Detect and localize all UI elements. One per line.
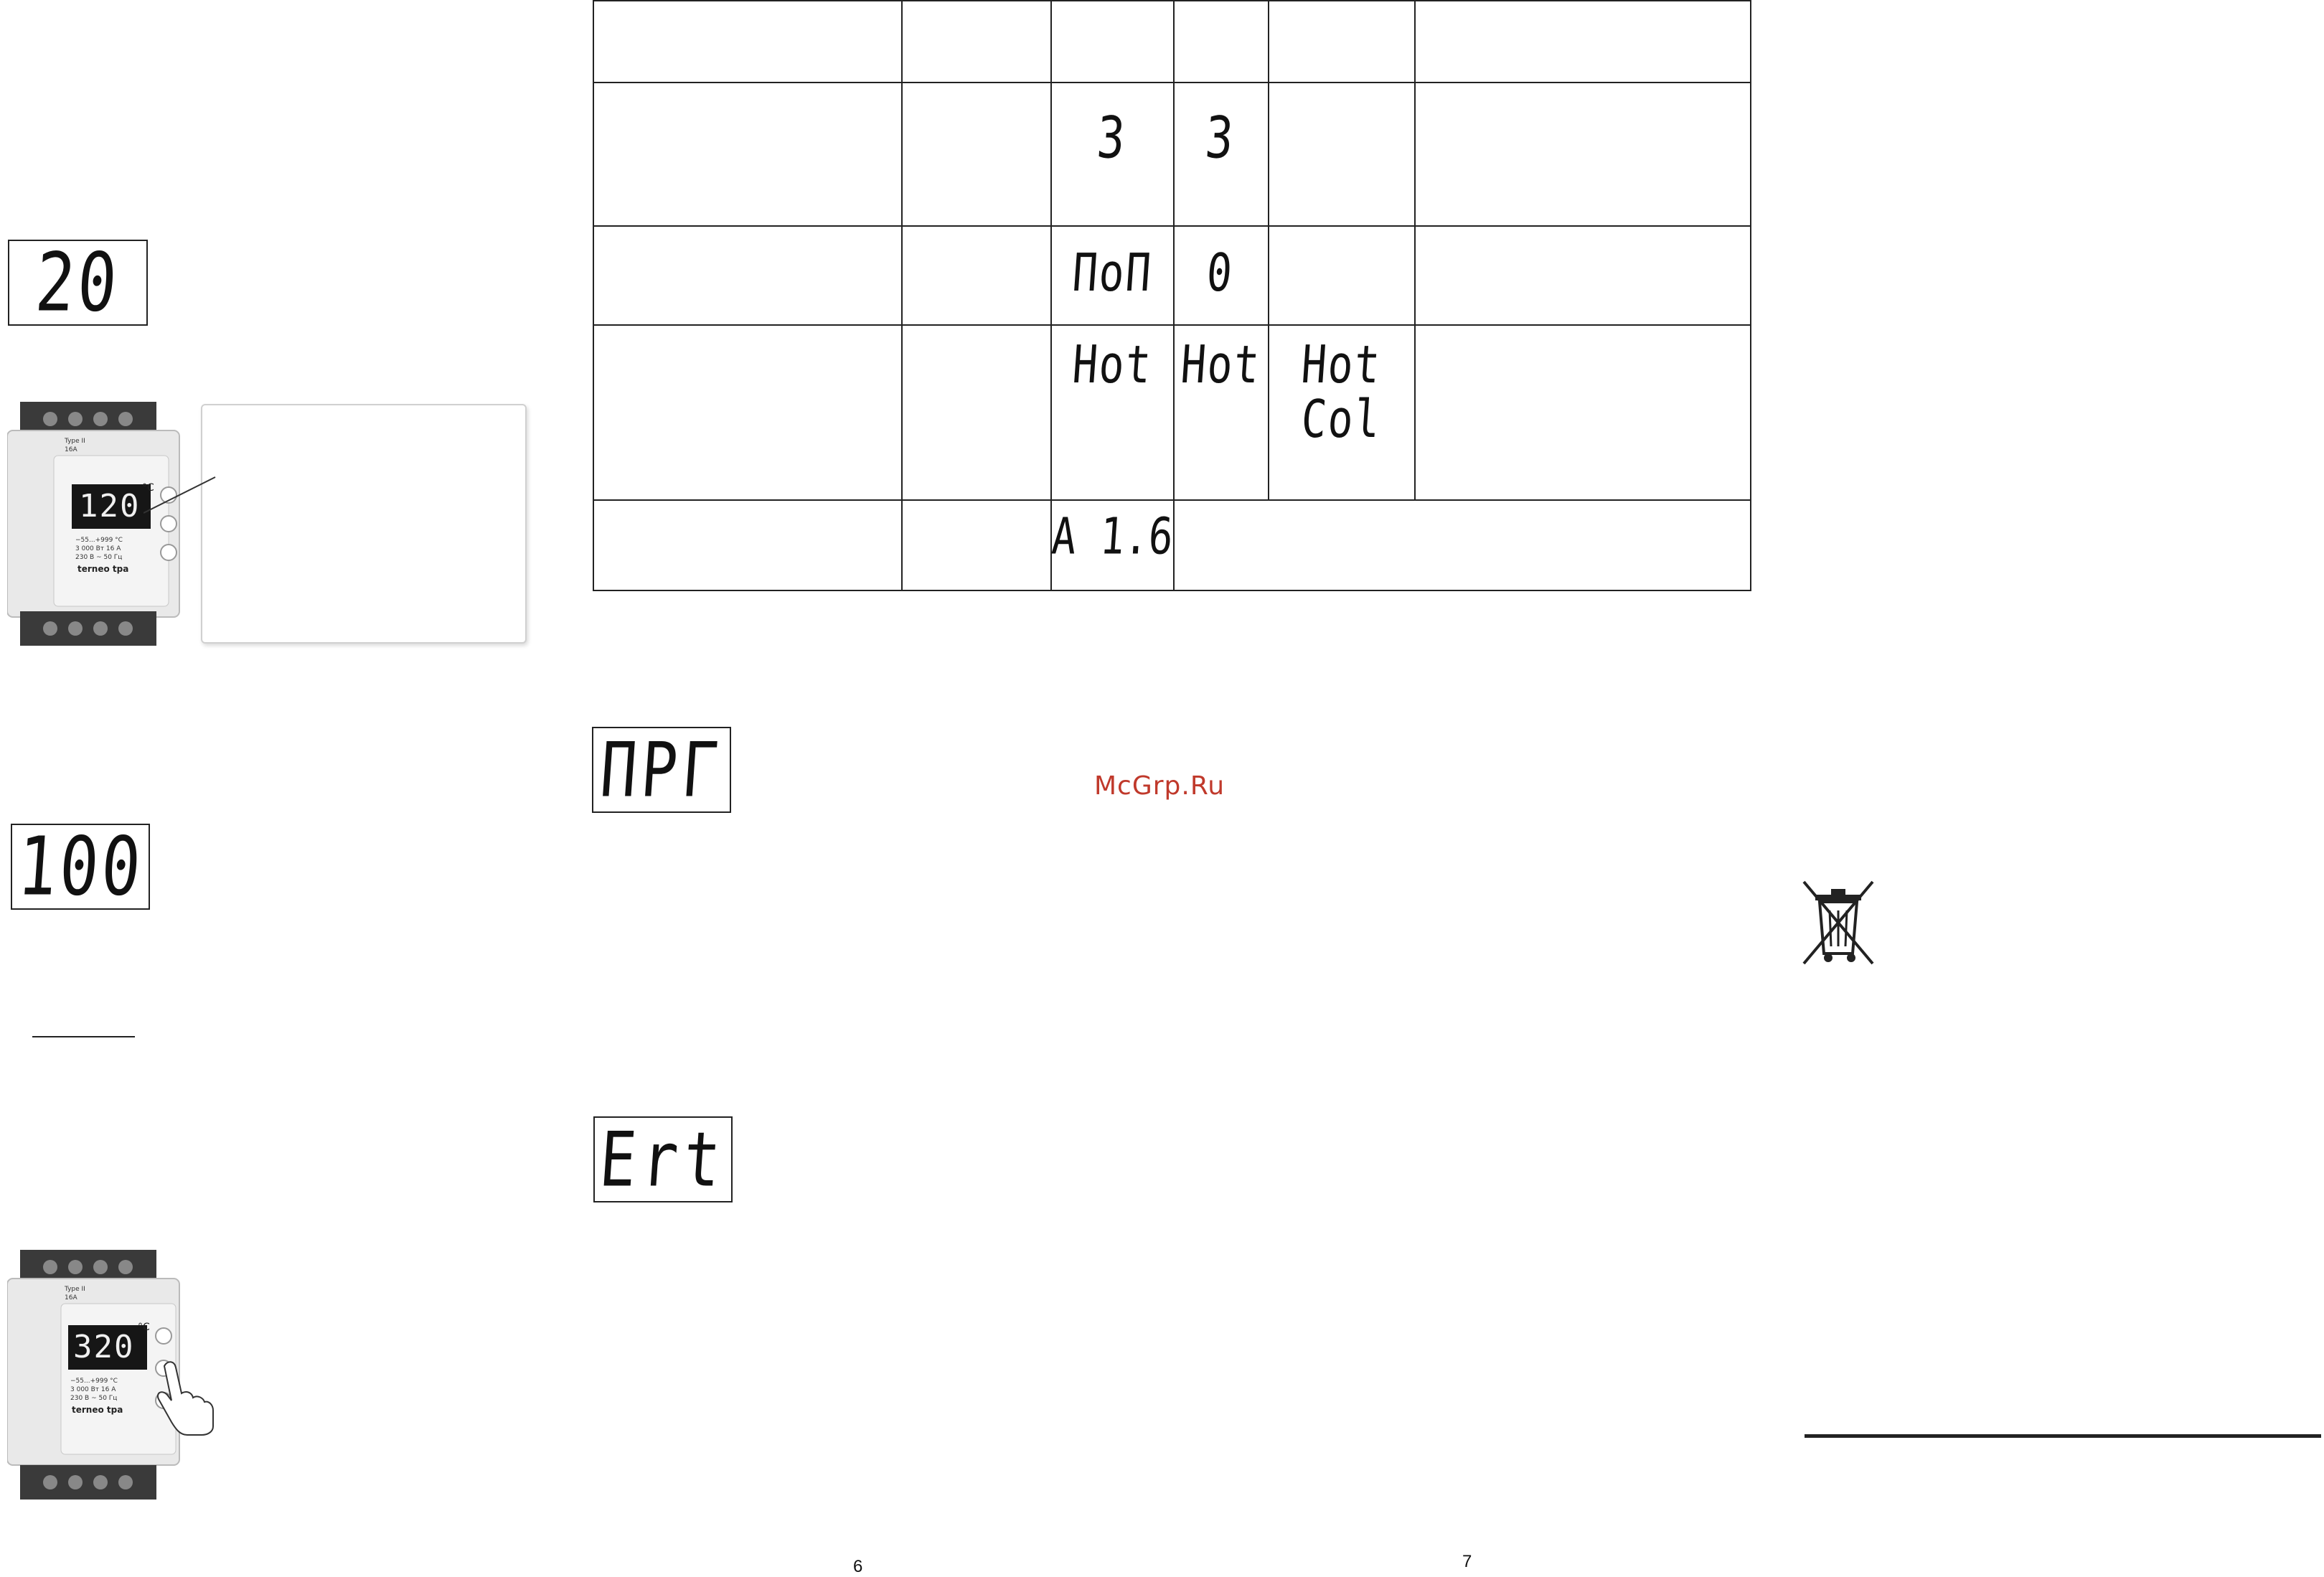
device-bottom-spec3: 3 000 Вт 16 А xyxy=(70,1386,116,1393)
device-top-range: −55...+999 °C xyxy=(75,537,123,544)
cell-value: ПоП xyxy=(1070,242,1154,303)
cell-value: 3 xyxy=(1094,105,1130,172)
underline-divider xyxy=(32,1036,135,1037)
device-top-spec1: Type II xyxy=(65,438,85,445)
cell-value: Hot xyxy=(1179,334,1263,395)
device-top-brand: terneo tpa xyxy=(77,564,129,574)
cell-value: Col xyxy=(1299,388,1383,450)
device-bottom-spec2: 16A xyxy=(65,1294,77,1301)
display-ert-value: Ert xyxy=(596,1115,730,1204)
page-number-left: 6 xyxy=(853,1557,863,1576)
device-top-unit: °C xyxy=(142,482,154,494)
display-20-value: 20 xyxy=(32,235,123,330)
thermostat-device-top xyxy=(7,402,187,646)
display-100-value: 100 xyxy=(14,819,146,914)
display-prg xyxy=(592,727,731,813)
cell-value: Hot xyxy=(1299,334,1383,395)
bottom-rule xyxy=(1805,1434,2321,1438)
table-row xyxy=(593,83,1751,226)
cell-value: 3 xyxy=(1203,105,1239,172)
device-bottom-unit: °C xyxy=(138,1322,150,1333)
device-top-display: 120 xyxy=(79,488,141,524)
cell-value: A 1.6 xyxy=(1050,507,1175,567)
table-row xyxy=(593,226,1751,325)
device-bottom-spec1: Type II xyxy=(65,1286,85,1293)
device-top-spec4: 230 В ~ 50 Гц xyxy=(75,554,123,561)
device-bottom-range: −55...+999 °C xyxy=(70,1378,118,1385)
cell-value: 0 xyxy=(1205,242,1238,303)
device-bottom-display: 320 xyxy=(73,1329,135,1365)
thermostat-device-bottom xyxy=(7,1250,222,1501)
callout-leader-line xyxy=(144,474,222,517)
device-top-spec3: 3 000 Вт 16 А xyxy=(75,545,121,552)
crossed-out-bin-icon xyxy=(1801,879,1876,966)
device-top-spec2: 16A xyxy=(65,446,77,453)
device-bottom-brand: terneo tpa xyxy=(72,1405,123,1415)
cell-value: Hot xyxy=(1070,334,1154,395)
table-row xyxy=(593,325,1751,500)
device-bottom-spec4: 230 В ~ 50 Гц xyxy=(70,1395,118,1402)
callout-box xyxy=(201,404,527,644)
display-prg-value: ПРГ xyxy=(597,725,726,814)
parameters-table xyxy=(593,0,1751,591)
display-100 xyxy=(11,819,150,914)
display-ert xyxy=(593,1116,733,1202)
display-20 xyxy=(8,235,148,330)
table-row xyxy=(593,500,1751,590)
watermark-text: McGrp.Ru xyxy=(1094,771,1225,801)
page-number-right: 7 xyxy=(1462,1552,1472,1571)
pointing-hand-icon xyxy=(154,1357,219,1436)
table-row xyxy=(593,1,1751,83)
